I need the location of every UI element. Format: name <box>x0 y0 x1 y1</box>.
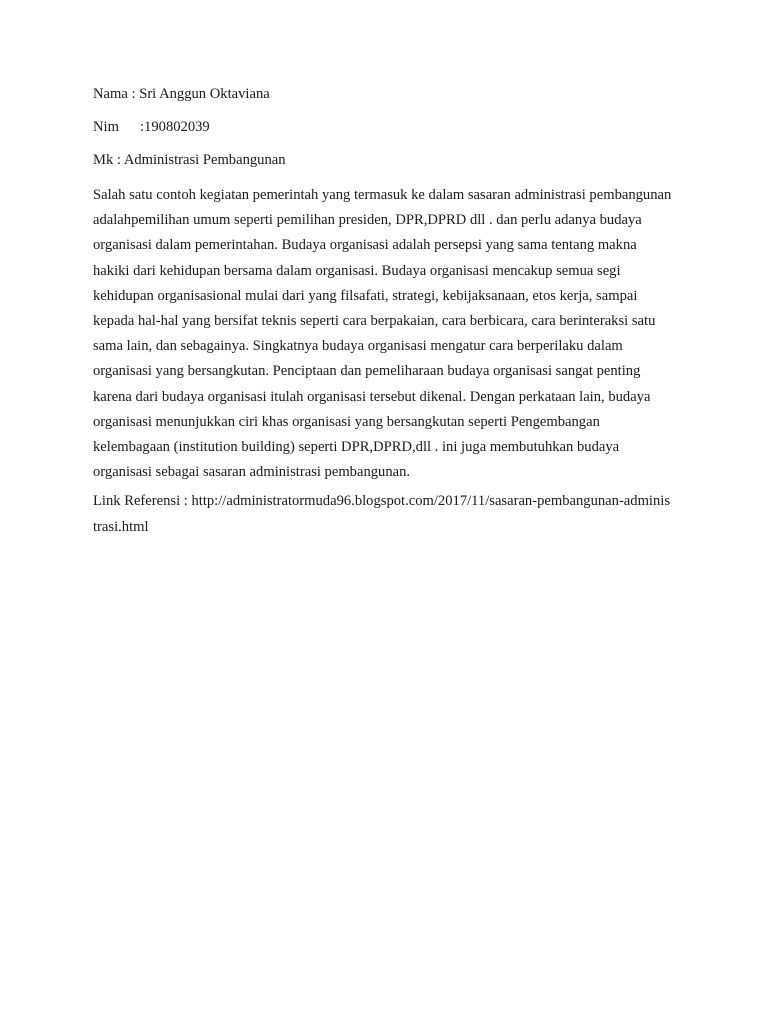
student-id-row <box>93 117 672 137</box>
student-name: Nama : Sri Anggun Oktaviana <box>93 86 270 102</box>
body-paragraph: Salah satu contoh kegiatan pemerintah yang termasuk ke dalam sasaran administrasi pembangunan adalahpemilihan umum seperti pemilihan presiden, DPR,DPRD dll . dan perlu adanya budaya organisasi dalam pemerintahan. Budaya organisasi adalah persepsi yang sama tentang makna hakiki dari kehidupan bersama dalam organisasi. Budaya organisasi mencakup semua segi kehidupan organisasional mulai dari yang filsafati, strategi, kebijaksanaan, etos kerja, sampai kepada hal-hal yang bersifat teknis seperti cara berpakaian, cara berbicara, cara berinteraksi satu sama lain, dan sebagainya. Singkatnya budaya organisasi mengatur cara berperilaku dalam organisasi yang bersangkutan. Penciptaan dan pemeliharaan budaya organisasi sangat penting karena dari budaya organisasi itulah organisasi tersebut dikenal. Dengan perkataan lain, budaya organisasi menunjukkan ciri khas organisasi yang bersangkutan seperti Pengembangan kelembagaan (institution building) seperti DPR,DPRD,dll . ini juga membutuhkan budaya organisasi sebagai sasaran administrasi pembangunan. <box>93 187 672 481</box>
student-id-value: :190802039 <box>140 119 210 135</box>
reference-link: Link Referensi : http://administratormuda96.blogspot.com/2017/11/sasaran-pembangunan-administrasi.html <box>93 493 671 535</box>
course-name: Mk : Administrasi Pembangunan <box>93 152 286 168</box>
student-id-label: Nim <box>93 119 119 135</box>
